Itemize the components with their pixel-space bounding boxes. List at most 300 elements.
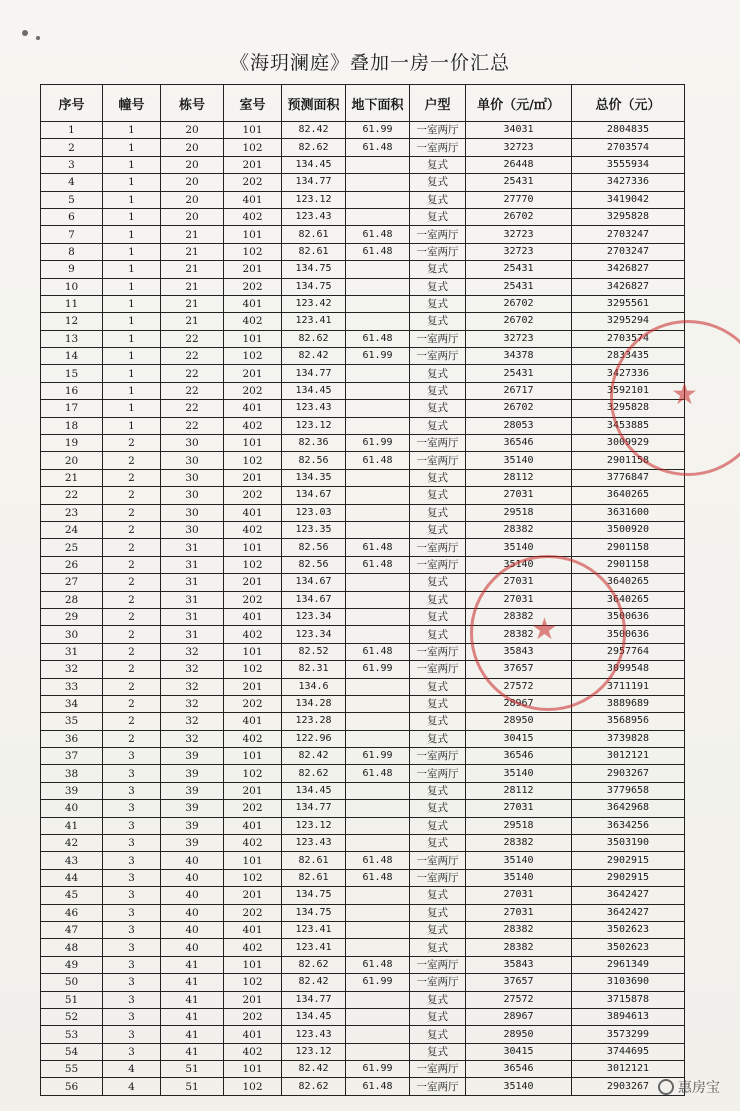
cell-basement-area: 61.48 [346,330,410,347]
cell-layout: 一室两厅 [410,452,466,469]
cell-basement-area: 61.99 [346,435,410,452]
cell-building: 21 [161,278,224,295]
cell-layout: 复式 [410,313,466,330]
cell-room: 201 [224,991,282,1008]
cell-basement-area [346,313,410,330]
cell-building: 20 [161,122,224,139]
cell-area: 134.45 [282,1008,346,1025]
cell-index: 51 [41,991,103,1008]
cell-room: 401 [224,817,282,834]
cell-index: 6 [41,208,103,225]
cell-building: 22 [161,417,224,434]
header-unit-price: 单价（元/㎡） [466,85,572,122]
cell-room: 401 [224,608,282,625]
cell-total-price: 3779658 [572,782,685,799]
cell-area: 82.62 [282,139,346,156]
cell-layout: 复式 [410,713,466,730]
cell-layout: 一室两厅 [410,1061,466,1078]
cell-area: 123.28 [282,713,346,730]
table-row [41,591,685,608]
price-table [40,84,685,1096]
table-row [41,887,685,904]
cell-building: 40 [161,939,224,956]
cell-building: 30 [161,487,224,504]
cell-block: 2 [103,521,161,538]
cell-unit-price: 35843 [466,956,572,973]
table-row [41,713,685,730]
cell-layout: 复式 [410,278,466,295]
cell-unit-price: 32723 [466,226,572,243]
cell-basement-area [346,991,410,1008]
cell-total-price: 3500636 [572,626,685,643]
cell-building: 51 [161,1078,224,1095]
table-row [41,191,685,208]
cell-room: 201 [224,261,282,278]
cell-room: 102 [224,1078,282,1095]
cell-unit-price: 35140 [466,869,572,886]
cell-layout: 一室两厅 [410,661,466,678]
watermark-text: 惠房宝 [678,1080,720,1096]
cell-block: 3 [103,887,161,904]
cell-block: 2 [103,678,161,695]
cell-basement-area [346,417,410,434]
cell-area: 134.75 [282,887,346,904]
cell-building: 31 [161,591,224,608]
table-row [41,643,685,660]
cell-block: 1 [103,261,161,278]
cell-building: 30 [161,504,224,521]
cell-area: 123.34 [282,608,346,625]
cell-index: 24 [41,521,103,538]
cell-index: 45 [41,887,103,904]
cell-room: 101 [224,435,282,452]
cell-index: 22 [41,487,103,504]
table-row [41,991,685,1008]
cell-room: 102 [224,765,282,782]
cell-index: 13 [41,330,103,347]
table-row [41,174,685,191]
cell-area: 134.35 [282,469,346,486]
cell-building: 22 [161,382,224,399]
table-row [41,1061,685,1078]
cell-layout: 一室两厅 [410,974,466,991]
cell-area: 123.42 [282,295,346,312]
cell-total-price: 3715878 [572,991,685,1008]
cell-total-price: 3012121 [572,748,685,765]
cell-basement-area: 61.99 [346,1061,410,1078]
cell-block: 1 [103,174,161,191]
cell-total-price: 3634256 [572,817,685,834]
cell-unit-price: 28950 [466,1026,572,1043]
table-row [41,139,685,156]
cell-building: 31 [161,608,224,625]
table-row [41,1026,685,1043]
cell-layout: 一室两厅 [410,330,466,347]
cell-unit-price: 35140 [466,852,572,869]
table-row [41,122,685,139]
cell-room: 202 [224,591,282,608]
cell-layout: 复式 [410,817,466,834]
cell-layout: 复式 [410,521,466,538]
cell-building: 40 [161,869,224,886]
cell-block: 1 [103,226,161,243]
cell-area: 82.56 [282,556,346,573]
cell-area: 82.31 [282,661,346,678]
cell-area: 123.41 [282,921,346,938]
cell-index: 16 [41,382,103,399]
table-row [41,817,685,834]
cell-block: 3 [103,939,161,956]
cell-layout: 复式 [410,608,466,625]
cell-building: 21 [161,226,224,243]
cell-room: 202 [224,1008,282,1025]
table-row [41,852,685,869]
cell-unit-price: 30415 [466,730,572,747]
table-row [41,956,685,973]
cell-block: 2 [103,539,161,556]
cell-unit-price: 34378 [466,348,572,365]
cell-unit-price: 27572 [466,678,572,695]
cell-unit-price: 28382 [466,921,572,938]
cell-building: 41 [161,991,224,1008]
cell-unit-price: 26717 [466,382,572,399]
table-row [41,904,685,921]
cell-basement-area: 61.48 [346,956,410,973]
cell-index: 4 [41,174,103,191]
cell-block: 2 [103,574,161,591]
cell-total-price: 2903267 [572,765,685,782]
company-seal: ★ [610,320,740,476]
cell-block: 1 [103,365,161,382]
cell-layout: 一室两厅 [410,1078,466,1095]
cell-basement-area [346,261,410,278]
cell-block: 2 [103,626,161,643]
table-row [41,939,685,956]
cell-layout: 复式 [410,504,466,521]
cell-basement-area: 61.48 [346,539,410,556]
cell-room: 401 [224,713,282,730]
cell-basement-area [346,400,410,417]
cell-index: 53 [41,1026,103,1043]
header-building: 栋号 [161,85,224,122]
cell-block: 2 [103,435,161,452]
cell-total-price: 3295294 [572,313,685,330]
cell-total-price: 3640265 [572,591,685,608]
table-row [41,400,685,417]
cell-index: 30 [41,626,103,643]
cell-layout: 复式 [410,626,466,643]
cell-index: 38 [41,765,103,782]
table-row [41,1043,685,1060]
cell-block: 3 [103,991,161,1008]
cell-basement-area: 61.48 [346,139,410,156]
cell-room: 201 [224,574,282,591]
cell-index: 11 [41,295,103,312]
cell-unit-price: 26702 [466,208,572,225]
table-row [41,487,685,504]
document-title: 《海玥澜庭》叠加一房一价汇总 [229,52,510,74]
cell-building: 20 [161,208,224,225]
cell-unit-price: 32723 [466,139,572,156]
cell-building: 32 [161,643,224,660]
cell-building: 32 [161,713,224,730]
cell-total-price: 3711191 [572,678,685,695]
cell-area: 134.67 [282,574,346,591]
cell-layout: 一室两厅 [410,435,466,452]
cell-building: 31 [161,574,224,591]
cell-total-price: 3453885 [572,417,685,434]
cell-total-price: 2902915 [572,852,685,869]
cell-room: 202 [224,800,282,817]
cell-area: 134.77 [282,800,346,817]
table-row [41,695,685,712]
cell-basement-area: 61.99 [346,748,410,765]
cell-unit-price: 27770 [466,191,572,208]
cell-building: 22 [161,400,224,417]
cell-unit-price: 26702 [466,295,572,312]
cell-basement-area: 61.48 [346,452,410,469]
cell-index: 39 [41,782,103,799]
cell-block: 2 [103,695,161,712]
cell-building: 40 [161,852,224,869]
cell-basement-area [346,174,410,191]
cell-basement-area: 61.48 [346,1078,410,1095]
table-body [41,122,685,1096]
cell-area: 123.12 [282,417,346,434]
cell-building: 31 [161,626,224,643]
cell-total-price: 3427336 [572,365,685,382]
cell-index: 2 [41,139,103,156]
cell-basement-area [346,504,410,521]
cell-block: 1 [103,295,161,312]
punch-mark [36,36,40,40]
cell-building: 32 [161,730,224,747]
cell-room: 101 [224,643,282,660]
cell-room: 401 [224,295,282,312]
cell-index: 15 [41,365,103,382]
cell-basement-area [346,156,410,173]
table-row [41,226,685,243]
cell-total-price: 2804835 [572,122,685,139]
cell-basement-area [346,521,410,538]
table-row [41,452,685,469]
table-row [41,435,685,452]
cell-basement-area [346,835,410,852]
cell-area: 82.61 [282,852,346,869]
cell-room: 202 [224,695,282,712]
cell-block: 2 [103,452,161,469]
cell-unit-price: 28967 [466,695,572,712]
cell-total-price: 2703247 [572,226,685,243]
cell-room: 401 [224,921,282,938]
cell-building: 39 [161,782,224,799]
cell-unit-price: 28382 [466,521,572,538]
cell-index: 43 [41,852,103,869]
cell-layout: 一室两厅 [410,765,466,782]
cell-block: 1 [103,278,161,295]
cell-index: 52 [41,1008,103,1025]
cell-room: 102 [224,661,282,678]
cell-building: 20 [161,156,224,173]
cell-room: 402 [224,208,282,225]
cell-layout: 一室两厅 [410,852,466,869]
cell-area: 123.34 [282,626,346,643]
cell-layout: 复式 [410,295,466,312]
cell-layout: 复式 [410,887,466,904]
table-row [41,626,685,643]
cell-layout: 复式 [410,365,466,382]
cell-unit-price: 27031 [466,800,572,817]
cell-room: 402 [224,835,282,852]
cell-total-price: 3426827 [572,278,685,295]
cell-unit-price: 28950 [466,713,572,730]
cell-block: 1 [103,139,161,156]
cell-layout: 一室两厅 [410,956,466,973]
cell-area: 82.42 [282,122,346,139]
header-total-price: 总价（元） [572,85,685,122]
cell-total-price: 3295828 [572,400,685,417]
cell-block: 1 [103,191,161,208]
cell-building: 32 [161,678,224,695]
cell-area: 123.12 [282,817,346,834]
cell-unit-price: 27031 [466,487,572,504]
cell-building: 41 [161,1026,224,1043]
cell-area: 82.62 [282,956,346,973]
cell-index: 40 [41,800,103,817]
cell-total-price: 3642427 [572,904,685,921]
cell-index: 34 [41,695,103,712]
cell-index: 9 [41,261,103,278]
cell-block: 3 [103,748,161,765]
cell-area: 82.61 [282,243,346,260]
cell-unit-price: 26702 [466,400,572,417]
cell-building: 30 [161,435,224,452]
cell-index: 8 [41,243,103,260]
cell-index: 54 [41,1043,103,1060]
cell-layout: 一室两厅 [410,348,466,365]
cell-total-price: 3427336 [572,174,685,191]
cell-basement-area: 61.48 [346,226,410,243]
cell-layout: 复式 [410,382,466,399]
cell-layout: 复式 [410,191,466,208]
cell-area: 122.96 [282,730,346,747]
cell-area: 82.42 [282,748,346,765]
cell-area: 82.62 [282,330,346,347]
cell-total-price: 3009929 [572,435,685,452]
cell-area: 134.67 [282,591,346,608]
cell-block: 3 [103,782,161,799]
cell-block: 1 [103,382,161,399]
punch-mark [22,30,28,36]
header-index: 序号 [41,85,103,122]
table-row [41,539,685,556]
cell-unit-price: 28382 [466,626,572,643]
cell-index: 26 [41,556,103,573]
cell-layout: 复式 [410,835,466,852]
cell-area: 134.77 [282,174,346,191]
cell-building: 31 [161,556,224,573]
cell-unit-price: 27031 [466,591,572,608]
table-row [41,678,685,695]
cell-area: 82.61 [282,869,346,886]
cell-room: 101 [224,748,282,765]
cell-block: 2 [103,487,161,504]
cell-unit-price: 27031 [466,887,572,904]
cell-basement-area [346,626,410,643]
cell-room: 101 [224,539,282,556]
cell-unit-price: 27031 [466,904,572,921]
cell-unit-price: 36546 [466,748,572,765]
cell-layout: 复式 [410,261,466,278]
cell-unit-price: 35140 [466,1078,572,1095]
cell-basement-area [346,191,410,208]
cell-unit-price: 25431 [466,365,572,382]
cell-room: 102 [224,139,282,156]
cell-total-price: 3744695 [572,1043,685,1060]
cell-index: 7 [41,226,103,243]
cell-area: 82.56 [282,452,346,469]
cell-total-price: 3099548 [572,661,685,678]
table-row [41,921,685,938]
cell-area: 134.45 [282,782,346,799]
cell-building: 41 [161,974,224,991]
cell-total-price: 3502623 [572,921,685,938]
cell-room: 202 [224,382,282,399]
cell-index: 25 [41,539,103,556]
cell-area: 82.42 [282,1061,346,1078]
cell-room: 402 [224,1043,282,1060]
table-row [41,504,685,521]
cell-building: 41 [161,1043,224,1060]
cell-layout: 一室两厅 [410,869,466,886]
cell-building: 22 [161,330,224,347]
cell-basement-area [346,904,410,921]
cell-block: 3 [103,817,161,834]
cell-total-price: 3500920 [572,521,685,538]
cell-block: 4 [103,1078,161,1095]
cell-building: 32 [161,661,224,678]
cell-index: 44 [41,869,103,886]
cell-room: 401 [224,191,282,208]
cell-block: 3 [103,904,161,921]
cell-block: 3 [103,956,161,973]
cell-building: 40 [161,921,224,938]
cell-total-price: 3103690 [572,974,685,991]
cell-unit-price: 32723 [466,243,572,260]
cell-index: 17 [41,400,103,417]
cell-total-price: 3012121 [572,1061,685,1078]
cell-building: 41 [161,1008,224,1025]
cell-block: 1 [103,348,161,365]
cell-index: 23 [41,504,103,521]
cell-area: 123.12 [282,191,346,208]
cell-basement-area: 61.48 [346,852,410,869]
cell-total-price: 3500636 [572,608,685,625]
cell-area: 123.35 [282,521,346,538]
cell-layout: 复式 [410,695,466,712]
cell-room: 101 [224,330,282,347]
cell-building: 20 [161,191,224,208]
cell-area: 82.52 [282,643,346,660]
cell-room: 402 [224,417,282,434]
header-room: 室号 [224,85,282,122]
cell-room: 202 [224,174,282,191]
cell-room: 102 [224,452,282,469]
cell-index: 3 [41,156,103,173]
cell-unit-price: 28382 [466,939,572,956]
cell-area: 134.75 [282,261,346,278]
cell-block: 1 [103,208,161,225]
